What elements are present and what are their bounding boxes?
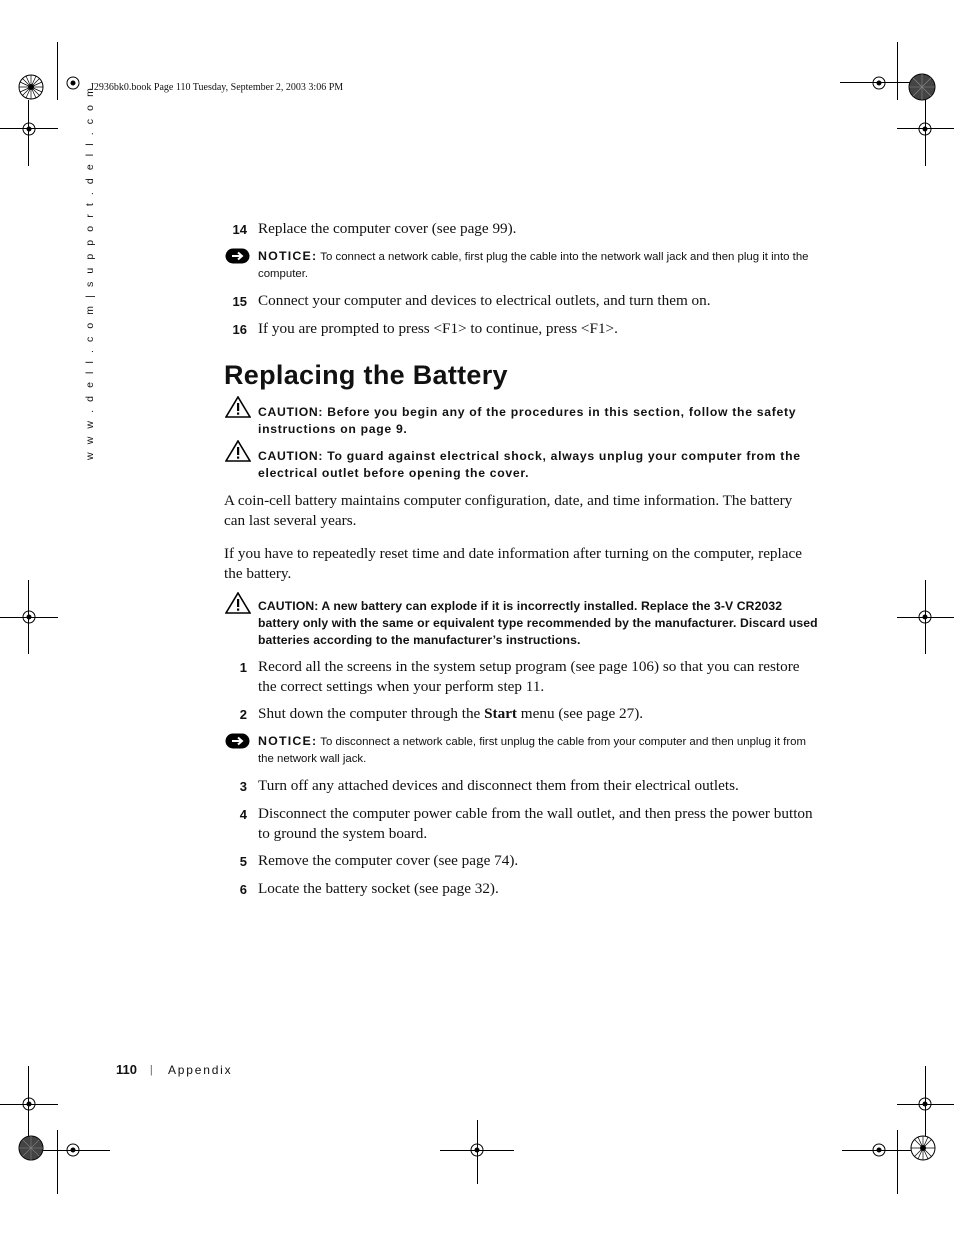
step-text: If you are prompted to press <F1> to continue, press <F1>. bbox=[258, 320, 618, 337]
step-16 bbox=[225, 319, 815, 341]
footer-section-name: Appendix bbox=[168, 1063, 233, 1077]
step-5 bbox=[225, 851, 815, 873]
paragraph-reset-info: If you have to repeatedly reset time and date information after turning on the computer, replace the battery. bbox=[224, 545, 802, 582]
notice-text: To disconnect a network cable, first unplug the cable from your computer and then unplug it from the network wall jack. bbox=[258, 736, 806, 765]
registration-target-icon bbox=[908, 73, 936, 101]
crosshair-icon bbox=[64, 1141, 82, 1159]
step-text: Locate the battery socket (see page 32). bbox=[258, 880, 499, 897]
caution-warning-icon bbox=[225, 592, 251, 614]
step-4 bbox=[225, 804, 815, 846]
crosshair-icon bbox=[20, 1095, 38, 1113]
crosshair-icon bbox=[64, 74, 82, 92]
crosshair-icon bbox=[468, 1141, 486, 1159]
caution-warning-icon bbox=[225, 396, 251, 418]
caution-warning-icon bbox=[225, 440, 251, 462]
step-number: 1 bbox=[239, 660, 247, 675]
registration-target-icon bbox=[910, 1135, 936, 1161]
print-slug: J2936bk0.book Page 110 Tuesday, September 2, 2003 3:06 PM bbox=[90, 82, 344, 93]
step-number: 6 bbox=[239, 882, 247, 897]
crosshair-icon bbox=[870, 74, 888, 92]
caution-text: Before you begin any of the procedures in this section, follow the safety instructions on page 9. bbox=[258, 405, 797, 436]
caution-label: CAUTION: bbox=[258, 449, 324, 463]
notice-label: NOTICE: bbox=[258, 249, 318, 263]
paragraph-battery-info: A coin-cell battery maintains computer configuration, date, and time information. The battery can last several years. bbox=[224, 492, 793, 529]
crosshair-icon bbox=[870, 1141, 888, 1159]
step-3 bbox=[225, 776, 815, 798]
step-number: 4 bbox=[239, 807, 247, 822]
step-text: Remove the computer cover (see page 74). bbox=[258, 852, 519, 869]
notice-label: NOTICE: bbox=[258, 734, 318, 748]
crosshair-icon bbox=[20, 120, 38, 138]
caution-2 bbox=[225, 440, 820, 478]
side-url: w w w . d e l l . c o m | s u p p o r t . d e l l . c o m bbox=[84, 85, 96, 460]
caution-label: CAUTION: bbox=[258, 405, 324, 419]
crosshair-icon bbox=[916, 1095, 934, 1113]
page-number: 110 bbox=[116, 1062, 137, 1077]
step-text: Turn off any attached devices and disconnect them from their electrical outlets. bbox=[258, 777, 739, 794]
section-heading: Replacing the Battery bbox=[224, 360, 508, 390]
step-text bbox=[258, 704, 813, 724]
start-menu-label: Start bbox=[484, 705, 517, 722]
registration-target-icon bbox=[18, 1135, 44, 1161]
crosshair-icon bbox=[20, 608, 38, 626]
crosshair-icon bbox=[916, 120, 934, 138]
footer-separator: | bbox=[150, 1062, 153, 1076]
step-text-part: menu (see page 27). bbox=[517, 705, 644, 722]
step-text: Connect your computer and devices to electrical outlets, and turn them on. bbox=[258, 292, 711, 309]
notice-text: To connect a network cable, first plug the cable into the network wall jack and then plug it into the computer. bbox=[258, 251, 809, 280]
caution-text: To guard against electrical shock, always unplug your computer from the electrical outlet before opening the cover. bbox=[258, 449, 801, 480]
notice-2 bbox=[225, 733, 820, 769]
step-1 bbox=[225, 657, 815, 699]
step-text: Disconnect the computer power cable from the wall outlet, and then press the power button to ground the system board. bbox=[258, 805, 813, 842]
notice-1 bbox=[225, 248, 820, 284]
step-14 bbox=[225, 219, 815, 241]
step-number: 2 bbox=[239, 707, 247, 722]
step-6 bbox=[225, 879, 815, 901]
step-number: 15 bbox=[232, 294, 247, 309]
caution-text: A new battery can explode if it is incorrectly installed. Replace the 3-V CR2032 battery only with the same or equivalent type recommended by the manufacturer. Discard used batteries according to the manufacturer’s instructions. bbox=[258, 599, 818, 647]
step-text-part: Shut down the computer through the bbox=[258, 705, 485, 722]
notice-icon bbox=[225, 733, 250, 749]
caution-3 bbox=[225, 592, 820, 648]
caution-label: CAUTION: bbox=[258, 599, 319, 613]
step-number: 5 bbox=[239, 854, 247, 869]
crosshair-icon bbox=[916, 608, 934, 626]
step-number: 14 bbox=[232, 222, 247, 237]
registration-target-icon bbox=[18, 74, 44, 100]
notice-icon bbox=[225, 248, 250, 264]
step-number: 3 bbox=[239, 779, 247, 794]
caution-1 bbox=[225, 396, 820, 434]
step-15 bbox=[225, 291, 815, 313]
step-number: 16 bbox=[232, 322, 247, 337]
step-text: Record all the screens in the system setup program (see page 106) so that you can restore the correct settings when your perform step 11. bbox=[258, 658, 800, 695]
step-2 bbox=[225, 704, 815, 726]
step-text: Replace the computer cover (see page 99). bbox=[258, 220, 517, 237]
